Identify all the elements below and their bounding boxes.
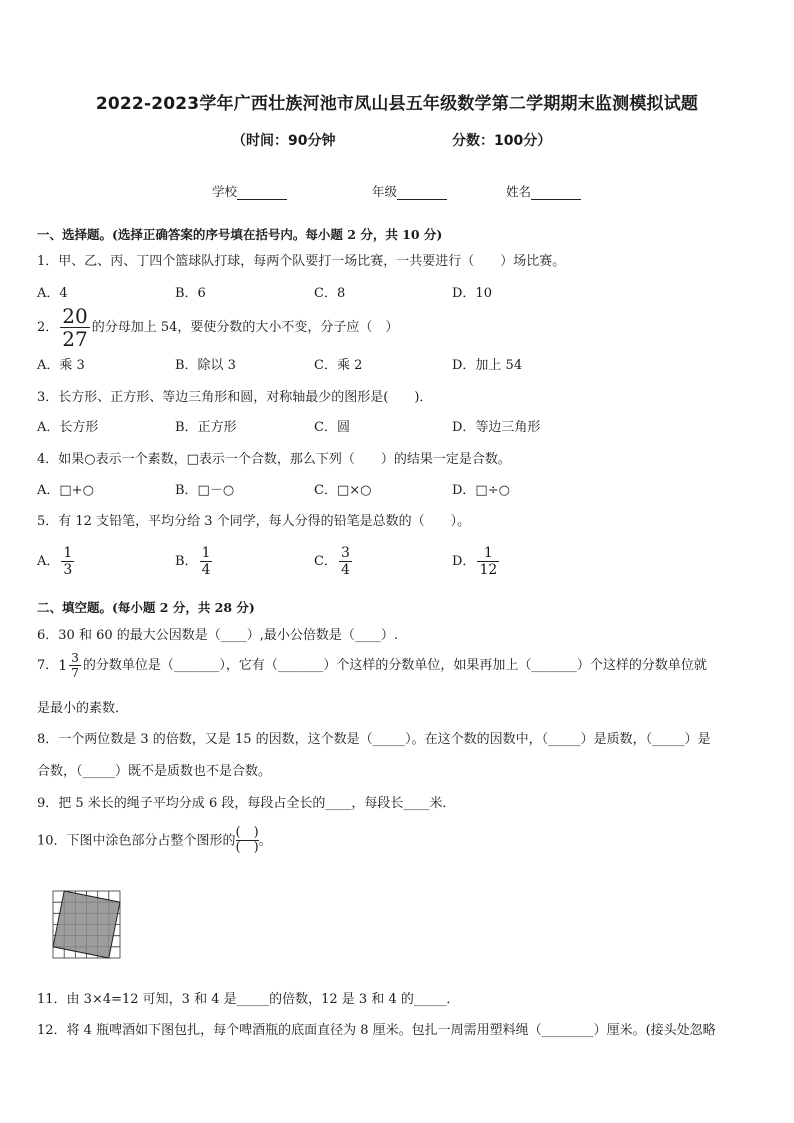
name-blank[interactable] — [531, 186, 581, 200]
q4-option-d[interactable]: D．□÷○ — [452, 483, 510, 498]
q5-option-a-label: A． — [37, 554, 60, 569]
q7-fraction — [69, 652, 81, 679]
section2-heading: 二、填空题。(每小题 2 分，共 28 分) — [37, 600, 255, 615]
q1-option-a[interactable]: A．4 — [37, 286, 68, 301]
school-field[interactable] — [212, 182, 287, 200]
name-label: 姓名 — [506, 184, 532, 199]
q3-option-a[interactable]: A．长方形 — [37, 420, 99, 435]
school-blank[interactable] — [237, 186, 287, 200]
q2-fraction — [60, 306, 89, 349]
shaded-tilted-square — [53, 891, 120, 958]
q10-line — [37, 826, 756, 856]
q3-text: 3．长方形、正方形、等边三角形和圆，对称轴最少的图形是( )． — [37, 390, 433, 405]
q5-option-b-num: 1 — [201, 545, 211, 561]
q5-option-c-num: 3 — [340, 545, 350, 561]
q5-option-c[interactable] — [314, 546, 354, 577]
q10-text: 10．下图中涂色部分占整个图形的 — [37, 833, 236, 849]
q1-option-d[interactable]: D．10 — [452, 286, 492, 301]
q6-text: 6．30 和 60 的最大公因数是（____）,最小公倍数是（____）. — [37, 628, 399, 643]
q10-denominator-blank[interactable]: ( ) — [235, 840, 259, 856]
q5-option-b-label: B． — [175, 554, 198, 569]
grade-label: 年级 — [372, 184, 398, 199]
q2-option-c[interactable]: C．乘 2 — [314, 358, 363, 373]
q4-option-b[interactable]: B．□－○ — [175, 483, 235, 498]
q12-text: 12．将 4 瓶啤酒如下图包扎，每个啤酒瓶的底面直径为 8 厘米。包扎一周需用塑料绳（________）厘米。(接头处忽略 — [37, 1023, 716, 1038]
q2-fraction-numerator: 20 — [62, 304, 88, 328]
q10-numerator-blank[interactable]: ( ) — [235, 825, 259, 840]
q4-option-a[interactable]: A．□+○ — [37, 483, 94, 498]
grade-field[interactable] — [372, 182, 447, 200]
q5-option-b-den: 4 — [201, 562, 211, 578]
q1-option-b[interactable]: B．6 — [175, 286, 206, 301]
q2-option-b[interactable]: B．除以 3 — [175, 358, 236, 373]
q7-den: 7 — [71, 666, 79, 680]
q7-line1 — [37, 652, 756, 679]
q10-suffix: 。 — [258, 833, 272, 849]
q2-option-a[interactable]: A．乘 3 — [37, 358, 85, 373]
shaded-square-figure — [52, 890, 122, 960]
q2-text: 的分母加上 54，要使分数的大小不变，分子应（ ） — [91, 320, 399, 335]
q2-option-d[interactable]: D．加上 54 — [452, 358, 523, 373]
q7-number: 7． — [37, 658, 59, 673]
q5-option-c-den: 4 — [340, 562, 350, 578]
q7-mixed-number — [58, 652, 83, 679]
total-score: 分数：100分） — [452, 133, 552, 149]
q5-option-a[interactable] — [37, 546, 76, 577]
q5-option-d-num: 1 — [483, 545, 493, 561]
name-field[interactable] — [506, 182, 581, 200]
q4-text: 4．如果○表示一个素数，□表示一个合数，那么下列（ ）的结果一定是合数。 — [37, 452, 511, 467]
time-limit: （时间：90分钟 — [232, 133, 336, 149]
q5-option-b-fraction — [200, 546, 213, 577]
q5-option-a-den: 3 — [63, 562, 73, 578]
q7-text: 的分数单位是（_______），它有（_______）个这样的分数单位，如果再加上（_______）个这样的分数单位就 — [82, 658, 707, 673]
q2-number: 2． — [37, 320, 59, 335]
q5-option-c-fraction — [339, 546, 352, 577]
q10-fraction-blank[interactable] — [236, 826, 259, 856]
q5-text: 5．有 12 支铅笔，平均分给 3 个同学，每人分得的铅笔是总数的（ ）。 — [37, 514, 471, 529]
q5-option-b[interactable] — [175, 546, 214, 577]
q3-option-b[interactable]: B．正方形 — [175, 420, 237, 435]
q7-num: 3 — [71, 651, 79, 665]
q5-option-d-fraction — [477, 546, 499, 577]
page-title: 2022-2023学年广西壮族河池市凤山县五年级数学第二学期期末监测模拟试题 — [95, 94, 699, 114]
q1-option-c[interactable]: C．8 — [314, 286, 346, 301]
q5-option-a-fraction — [61, 546, 74, 577]
q8-line2: 合数，（_____）既不是质数也不是合数。 — [37, 764, 272, 779]
q2-fraction-denominator: 27 — [62, 327, 88, 351]
q5-option-d[interactable] — [452, 546, 501, 577]
q4-option-c[interactable]: C．□×○ — [314, 483, 372, 498]
q11-text: 11．由 3×4=12 可知，3 和 4 是_____的倍数，12 是 3 和 4 的_____． — [37, 992, 460, 1007]
q7-line2: 是最小的素数． — [37, 701, 129, 716]
q3-option-d[interactable]: D．等边三角形 — [452, 420, 541, 435]
q5-option-d-den: 12 — [479, 562, 498, 578]
grade-blank[interactable] — [397, 186, 447, 200]
q2-line — [37, 306, 756, 349]
q8-line1: 8．一个两位数是 3 的倍数，又是 15 的因数，这个数是（_____）。在这个数的因数中，（_____）是质数，（_____）是 — [37, 732, 711, 747]
q5-option-a-num: 1 — [63, 545, 73, 561]
school-label: 学校 — [212, 184, 238, 199]
q1-text: 1．甲、乙、丙、丁四个篮球队打球，每两个队要打一场比赛，一共要进行（ ）场比赛。 — [37, 254, 566, 269]
section1-heading: 一、选择题。(选择正确答案的序号填在括号内。每小题 2 分，共 10 分) — [37, 227, 443, 242]
q3-option-c[interactable]: C．圆 — [314, 420, 350, 435]
q5-option-c-label: C． — [314, 554, 337, 569]
q9-text: 9．把 5 米长的绳子平均分成 6 段，每段占全长的____，每段长____米． — [37, 796, 456, 811]
q5-option-d-label: D． — [452, 554, 476, 569]
q7-whole: 1 — [58, 657, 68, 674]
